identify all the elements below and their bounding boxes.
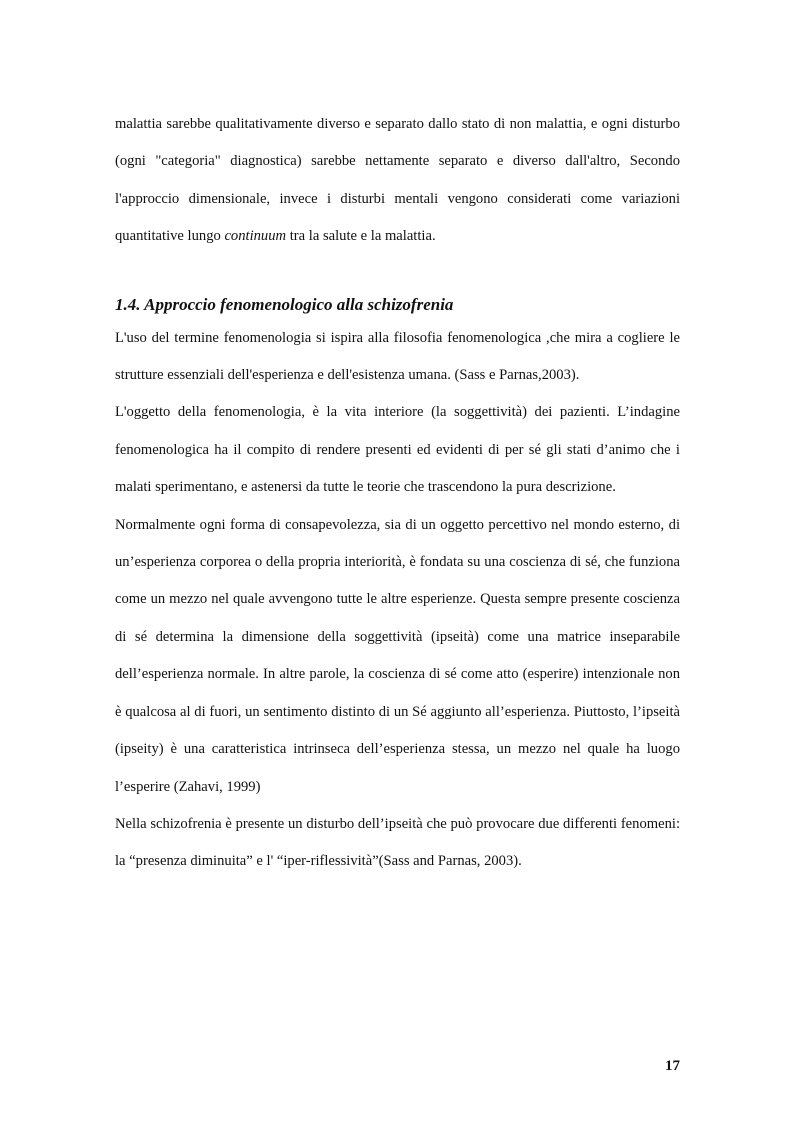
section-heading: 1.4. Approccio fenomenologico alla schizofrenia — [115, 294, 454, 314]
intro-italic-term: continuum — [224, 228, 287, 245]
intro-text-end: tra la salute e la malattia. — [289, 228, 436, 245]
intro-paragraph — [115, 106, 680, 256]
page-number: 17 — [665, 1058, 680, 1074]
paragraph-2: L'oggetto della fenomenologia, è la vita interiore (la soggettività) dei pazienti. L’indagine fenomenologica ha il compito di rendere presenti ed evidenti di per sé gli stati d’animo che i malati sperimentano, e astenersi da tutte le teorie che trascendono la pura descrizione. — [115, 404, 680, 496]
paragraph-4: Nella schizofrenia è presente un disturbo dell’ipseità che può provocare due differenti fenomeni: la “presenza diminuita” e l' “iper-riflessività”(Sass and Parnas, 2003). — [115, 815, 680, 870]
page-content — [115, 106, 680, 881]
paragraph-1: L'uso del termine fenomenologia si ispira alla filosofia fenomenologica ,che mira a cogliere le strutture essenziali dell'esperienza e dell'esistenza umana. (Sass e Parnas,2003). — [115, 329, 680, 384]
paragraph-3: Normalmente ogni forma di consapevolezza, sia di un oggetto percettivo nel mondo esterno, di un’esperienza corporea o della propria interiorità, è fondata su una coscienza di sé, che funziona come un mezzo nel quale avvengono tutte le altre esperienze. Questa sempre presente coscienza di sé determina la dimensione della soggettività (ipseità) come una matrice inseparabile dell’esperienza normale. In altre parole, la coscienza di sé come atto (esperire) intenzionale non è qualcosa al di fuori, un sentimento distinto di un Sé aggiunto all’esperienza. Piuttosto, l’ipseità (ipseity) è una caratteristica intrinseca dell’esperienza stessa, un mezzo nel quale ha luogo l’esperire (Zahavi, 1999) — [115, 516, 680, 795]
intro-text: malattia sarebbe qualitativamente diverso e separato dallo stato di non malattia, e ogni disturbo (ogni "categoria" diagnostica) sarebbe nettamente separato e diverso dall'altro, Secondo l'approccio dimensionale, invece i disturbi mentali vengono considerati come variazioni quantitative lungo — [115, 116, 680, 245]
